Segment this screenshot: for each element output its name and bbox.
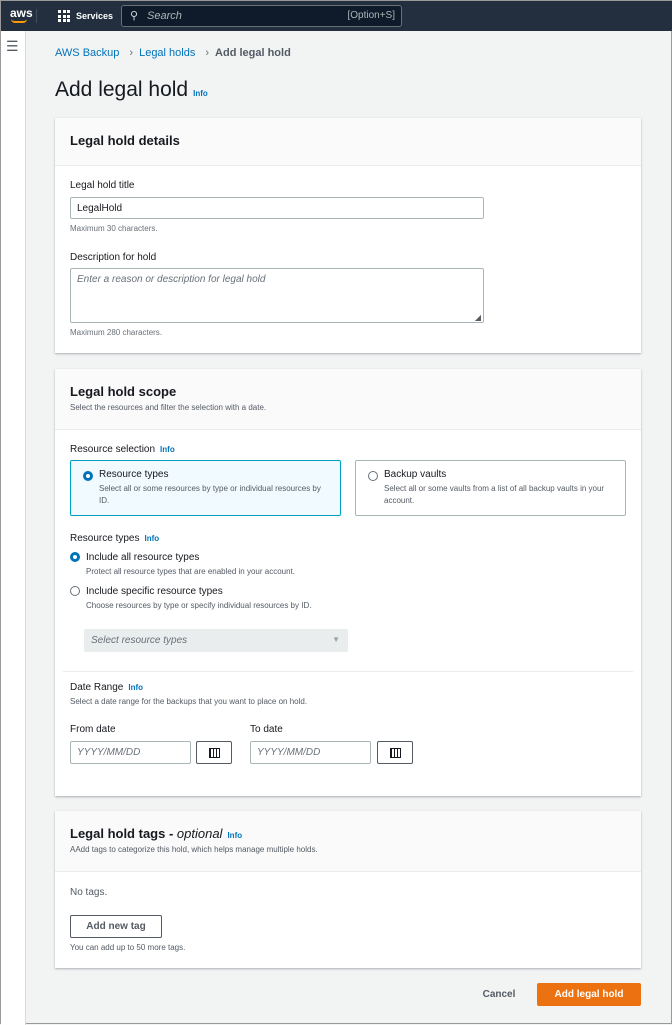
option-description: Protect all resource types that are enabled in your account.: [86, 567, 296, 576]
dropdown-placeholder: Select resource types: [91, 635, 188, 646]
title-text: Legal hold tags -: [70, 826, 177, 841]
calendar-icon[interactable]: [196, 741, 232, 764]
resource-types-card[interactable]: [70, 460, 341, 516]
resource-selection-label: [70, 444, 175, 455]
chevron-right-icon: ›: [129, 47, 134, 59]
services-grid-icon[interactable]: [58, 10, 70, 22]
caret-down-icon: ▼: [332, 635, 340, 644]
breadcrumb-current: Add legal hold: [215, 47, 291, 59]
label-text: Date Range: [70, 682, 124, 693]
aws-logo-smile-icon: [11, 19, 27, 23]
date-placeholder: YYYY/MM/DD: [77, 747, 141, 758]
card-label: Backup vaults: [384, 469, 447, 480]
from-date-label: From date: [70, 724, 116, 735]
search-placeholder: Search: [147, 10, 182, 22]
card-label: Resource types: [99, 469, 169, 480]
card-description: Select all or some vaults from a list of all backup vaults in your account.: [384, 484, 605, 505]
date-placeholder: YYYY/MM/DD: [257, 747, 321, 758]
from-date-input[interactable]: [70, 741, 191, 764]
info-link[interactable]: Info: [227, 831, 243, 840]
card-description: Select all or some resources by type or individual resources by ID.: [99, 484, 321, 505]
info-link[interactable]: Info: [193, 89, 208, 98]
chevron-right-icon: ›: [205, 47, 210, 59]
side-navigation: [1, 31, 26, 1025]
services-menu-button[interactable]: Services: [76, 11, 114, 21]
description-placeholder: Enter a reason or description for legal hold: [77, 274, 266, 285]
radio-unselected-icon[interactable]: [368, 471, 378, 481]
radio-selected-icon[interactable]: [83, 471, 93, 481]
description-label: Description for hold: [70, 252, 157, 263]
divider: [63, 671, 633, 672]
radio-unselected-icon[interactable]: [70, 586, 80, 596]
hamburger-menu-icon[interactable]: ☰: [6, 38, 19, 54]
search-icon: ⚲: [130, 10, 139, 22]
description-textarea[interactable]: [70, 268, 484, 323]
info-link[interactable]: Info: [144, 534, 160, 543]
aws-logo[interactable]: aws: [10, 6, 33, 20]
calendar-icon[interactable]: [377, 741, 413, 764]
option-description: Choose resources by type or specify individual resources by ID.: [86, 601, 312, 610]
breadcrumb: [55, 47, 295, 59]
panel-title: Legal hold scope: [70, 384, 177, 399]
panel-subtitle: AAdd tags to categorize this hold, which helps manage multiple holds.: [70, 845, 318, 854]
date-range-description: Select a date range for the backups that you want to place on hold.: [70, 697, 308, 706]
title-label: Legal hold title: [70, 180, 135, 191]
include-specific-option[interactable]: Include specific resource types: [86, 586, 223, 597]
no-tags-text: No tags.: [70, 887, 108, 898]
to-date-label: To date: [250, 724, 283, 735]
legal-hold-scope-panel: [55, 369, 641, 796]
radio-selected-icon[interactable]: [70, 552, 80, 562]
tags-hint: You can add up to 50 more tags.: [70, 943, 186, 952]
info-link[interactable]: Info: [128, 683, 144, 692]
resize-handle-icon[interactable]: ◢: [474, 313, 481, 322]
legal-hold-tags-panel: [55, 811, 641, 968]
to-date-input[interactable]: [250, 741, 371, 764]
search-input[interactable]: [121, 5, 402, 27]
panel-subtitle: Select the resources and filter the selection with a date.: [70, 403, 267, 412]
cancel-button[interactable]: Cancel: [482, 989, 516, 1000]
select-resource-types-dropdown[interactable]: [84, 629, 348, 652]
panel-title: Legal hold details: [70, 133, 180, 148]
add-legal-hold-button[interactable]: Add legal hold: [537, 983, 641, 1006]
legal-hold-title-input[interactable]: LegalHold: [70, 197, 484, 219]
divider: [36, 9, 37, 23]
breadcrumb-aws-backup[interactable]: AWS Backup: [55, 47, 120, 59]
page-title-container: [55, 78, 208, 102]
add-new-tag-button[interactable]: Add new tag: [70, 915, 162, 938]
legal-hold-details-panel: [55, 118, 641, 353]
top-navigation-bar: [1, 1, 672, 31]
page-title: Add legal hold: [55, 78, 189, 101]
date-range-label: [70, 682, 143, 693]
label-text: Resource types: [70, 533, 140, 544]
label-text: Resource selection: [70, 444, 156, 455]
breadcrumb-legal-holds[interactable]: Legal holds: [139, 47, 196, 59]
resource-types-label: [70, 533, 159, 544]
backup-vaults-card[interactable]: [355, 460, 626, 516]
optional-label: optional: [176, 826, 223, 841]
info-link[interactable]: Info: [160, 445, 175, 454]
panel-title: [70, 826, 626, 841]
include-all-option[interactable]: Include all resource types: [86, 552, 200, 563]
search-shortcut: [Option+S]: [347, 10, 395, 21]
title-hint: Maximum 30 characters.: [70, 224, 158, 233]
description-hint: Maximum 280 characters.: [70, 328, 163, 337]
